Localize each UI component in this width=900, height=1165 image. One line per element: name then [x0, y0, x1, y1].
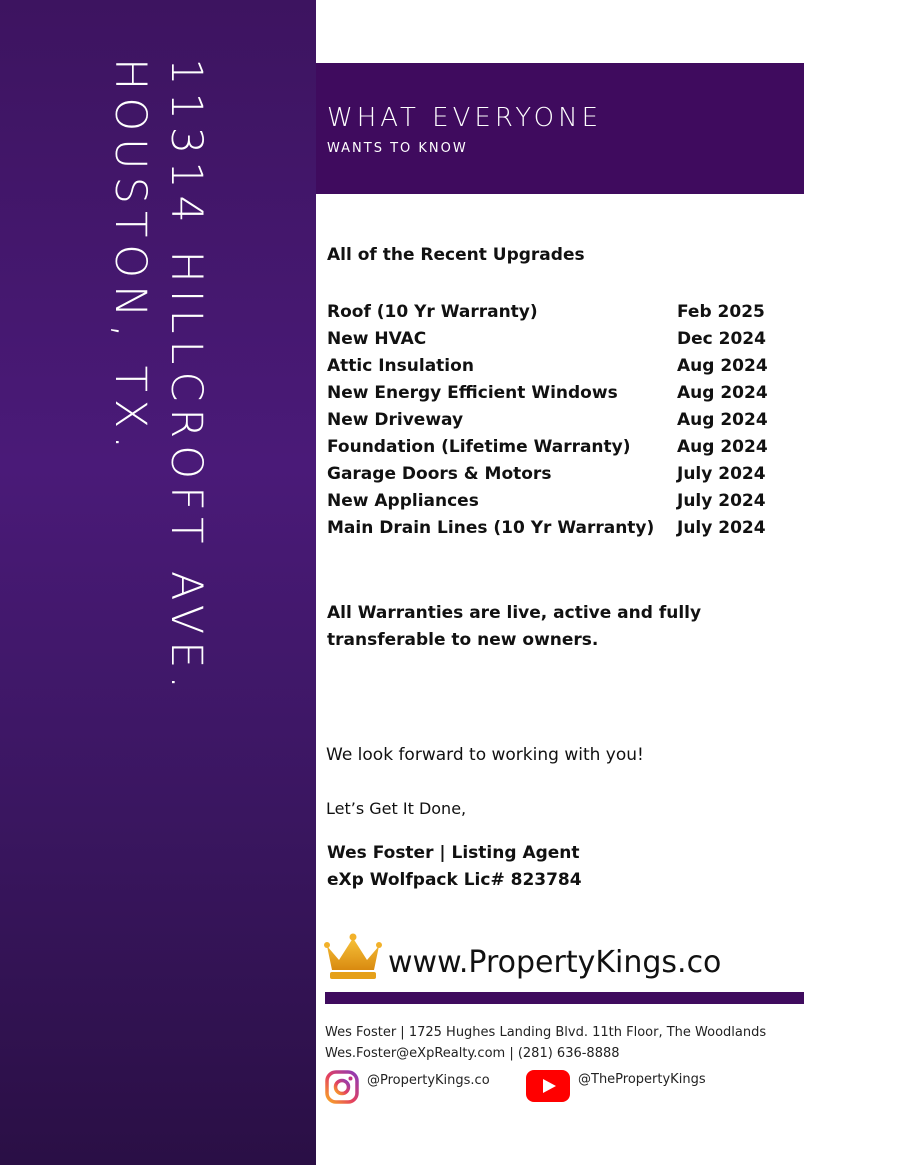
upgrade-row — [327, 352, 797, 379]
agent-signature — [327, 840, 582, 894]
upgrade-date: Aug 2024 — [677, 436, 768, 457]
upgrade-item: New Energy Efficient Windows — [327, 382, 618, 403]
footer-divider — [325, 992, 804, 1004]
contact-info — [325, 1022, 766, 1064]
website-link[interactable]: www.PropertyKings.co — [388, 945, 722, 980]
upgrade-row — [327, 379, 797, 406]
upgrade-date: July 2024 — [677, 517, 766, 538]
upgrade-date: Feb 2025 — [677, 301, 765, 322]
upgrade-item: Foundation (Lifetime Warranty) — [327, 436, 631, 457]
upgrade-item: New Driveway — [327, 409, 464, 430]
youtube-icon — [526, 1070, 570, 1102]
upgrade-row — [327, 433, 797, 460]
upgrade-date: July 2024 — [677, 490, 766, 511]
instagram-handle: @PropertyKings.co — [367, 1072, 490, 1088]
instagram-link[interactable] — [325, 1070, 490, 1104]
upgrade-date: Aug 2024 — [677, 355, 768, 376]
agent-name: Wes Foster | Listing Agent — [327, 843, 580, 863]
upgrade-row — [327, 406, 797, 433]
upgrades-list — [327, 298, 797, 541]
contact-email-phone: Wes.Foster@eXpRealty.com | (281) 636-8888 — [325, 1046, 620, 1061]
upgrade-item: New HVAC — [327, 328, 427, 349]
upgrade-row — [327, 514, 797, 541]
upgrade-item: New Appliances — [327, 490, 479, 511]
upgrades-heading: All of the Recent Upgrades — [327, 245, 585, 265]
upgrade-date: July 2024 — [677, 463, 766, 484]
contact-address: Wes Foster | 1725 Hughes Landing Blvd. 11th Floor, The Woodlands — [325, 1025, 767, 1040]
upgrade-item: Main Drain Lines (10 Yr Warranty) — [327, 517, 655, 538]
closing-line: We look forward to working with you! — [326, 745, 644, 765]
property-address — [102, 58, 214, 696]
address-line-city: HOUSTON, TX. — [105, 58, 155, 456]
crown-icon — [324, 932, 382, 980]
upgrade-row — [327, 460, 797, 487]
instagram-icon — [325, 1070, 359, 1104]
signoff-line: Let’s Get It Done, — [326, 799, 467, 818]
youtube-link[interactable] — [526, 1070, 706, 1102]
upgrade-row — [327, 298, 797, 325]
youtube-handle: @ThePropertyKings — [578, 1071, 706, 1087]
upgrade-item: Roof (10 Yr Warranty) — [327, 301, 538, 322]
upgrade-date: Dec 2024 — [677, 328, 766, 349]
upgrade-date: Aug 2024 — [677, 382, 768, 403]
upgrade-item: Garage Doors & Motors — [327, 463, 552, 484]
address-line-street: 11314 HILLCROFT AVE. — [161, 58, 211, 696]
agent-license: eXp Wolfpack Lic# 823784 — [327, 870, 582, 890]
header-title: WHAT EVERYONE — [327, 103, 603, 133]
upgrade-item: Attic Insulation — [327, 355, 474, 376]
header-subtitle: WANTS TO KNOW — [327, 141, 468, 156]
upgrade-date: Aug 2024 — [677, 409, 768, 430]
upgrade-row — [327, 487, 797, 514]
upgrade-row — [327, 325, 797, 352]
sidebar-panel — [0, 0, 316, 1165]
warranty-note: All Warranties are live, active and fully transferable to new owners. — [327, 603, 702, 650]
